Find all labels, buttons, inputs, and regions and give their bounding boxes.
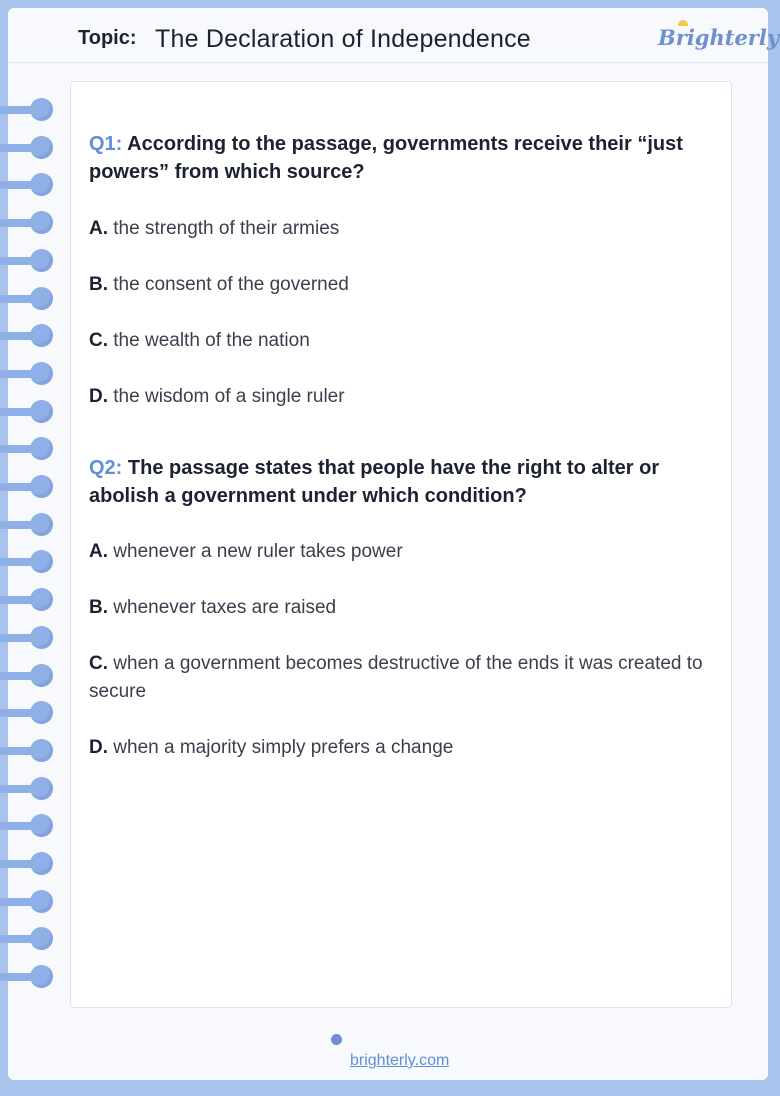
option-text: whenever a new ruler takes power xyxy=(113,541,403,562)
option-letter: A. xyxy=(89,541,108,562)
spiral-hole xyxy=(30,927,53,950)
spiral-hole xyxy=(30,890,53,913)
question-text: According to the passage, governments receive their “just powers” from which source? xyxy=(89,133,683,183)
spiral-hole xyxy=(30,588,53,611)
spiral-hole xyxy=(30,626,53,649)
option-letter: C. xyxy=(89,653,108,674)
footer-link[interactable]: brighterly.com xyxy=(350,1052,450,1069)
option-q1-b xyxy=(89,271,709,299)
spiral-ring xyxy=(0,777,56,799)
spiral-ring xyxy=(0,98,56,120)
spiral-hole xyxy=(30,965,53,988)
spiral-hole xyxy=(30,513,53,536)
spiral-hole xyxy=(30,136,53,159)
spiral-hole xyxy=(30,664,53,687)
option-q1-c xyxy=(89,327,709,355)
spiral-hole xyxy=(30,211,53,234)
spiral-ring xyxy=(0,362,56,384)
question-text: The passage states that people have the right to alter or abolish a government under which condition? xyxy=(89,457,660,507)
question-number: Q2: xyxy=(89,457,123,479)
spiral-hole xyxy=(30,437,53,460)
question-1 xyxy=(89,130,709,186)
option-q2-c xyxy=(89,650,709,706)
spiral-ring xyxy=(0,136,56,158)
spiral-ring xyxy=(0,739,56,761)
spiral-hole xyxy=(30,249,53,272)
option-letter: D. xyxy=(89,386,108,407)
globe-icon xyxy=(331,1034,342,1045)
option-q1-a xyxy=(89,215,709,243)
spiral-ring xyxy=(0,173,56,195)
option-text: the wealth of the nation xyxy=(113,330,310,351)
spiral-binding xyxy=(0,98,62,998)
option-letter: A. xyxy=(89,218,108,239)
option-q2-a xyxy=(89,538,709,566)
spiral-hole xyxy=(30,701,53,724)
spiral-ring xyxy=(0,588,56,610)
option-q2-b xyxy=(89,594,709,622)
spiral-hole xyxy=(30,777,53,800)
spiral-ring xyxy=(0,927,56,949)
option-text: the strength of their armies xyxy=(113,218,340,239)
spiral-ring xyxy=(0,701,56,723)
option-letter: B. xyxy=(89,274,108,295)
option-q1-d xyxy=(89,383,709,411)
spiral-ring xyxy=(0,437,56,459)
spiral-ring xyxy=(0,890,56,912)
spiral-ring xyxy=(0,287,56,309)
spiral-ring xyxy=(0,814,56,836)
spiral-hole xyxy=(30,400,53,423)
option-text: the consent of the governed xyxy=(113,274,349,295)
brand-logo: Brighterly xyxy=(658,25,780,50)
spiral-ring xyxy=(0,664,56,686)
spiral-ring xyxy=(0,965,56,987)
spiral-ring xyxy=(0,626,56,648)
topic-title: The Declaration of Independence xyxy=(155,25,531,53)
spiral-hole xyxy=(30,550,53,573)
option-text: when a majority simply prefers a change xyxy=(113,737,454,758)
spiral-ring xyxy=(0,852,56,874)
worksheet-header xyxy=(8,8,780,63)
spiral-ring xyxy=(0,211,56,233)
question-2 xyxy=(89,454,709,510)
spiral-ring xyxy=(0,475,56,497)
spiral-hole xyxy=(30,739,53,762)
spiral-ring xyxy=(0,550,56,572)
spiral-hole xyxy=(30,852,53,875)
spiral-hole xyxy=(30,173,53,196)
spiral-hole xyxy=(30,475,53,498)
option-letter: D. xyxy=(89,737,108,758)
option-q2-d xyxy=(89,734,709,762)
question-card xyxy=(70,81,732,1008)
spiral-hole xyxy=(30,287,53,310)
option-letter: C. xyxy=(89,330,108,351)
option-text: the wisdom of a single ruler xyxy=(113,386,345,407)
spiral-hole xyxy=(30,98,53,121)
spiral-hole xyxy=(30,324,53,347)
question-number: Q1: xyxy=(89,133,123,155)
topic-label: Topic: xyxy=(78,27,137,49)
spiral-ring xyxy=(0,513,56,535)
spiral-hole xyxy=(30,362,53,385)
spiral-ring xyxy=(0,249,56,271)
option-text: whenever taxes are raised xyxy=(113,597,337,618)
spiral-ring xyxy=(0,324,56,346)
spiral-ring xyxy=(0,400,56,422)
option-letter: B. xyxy=(89,597,108,618)
option-text: when a government becomes destructive of the ends it was created to secure xyxy=(89,653,703,702)
spiral-hole xyxy=(30,814,53,837)
